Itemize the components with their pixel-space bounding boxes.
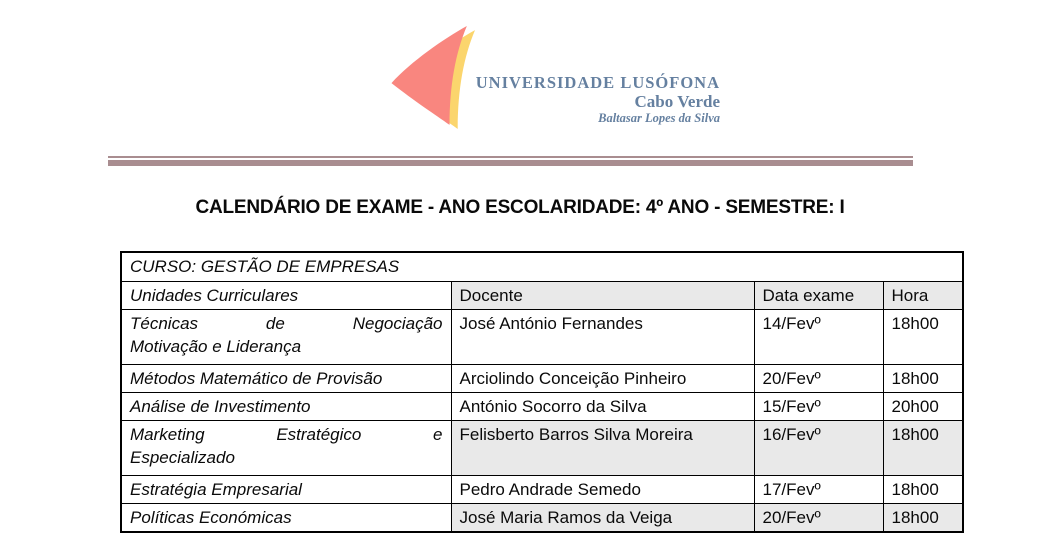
cell-unidade-curricular: Estratégia Empresarial <box>121 476 451 504</box>
logo-text-block <box>420 74 720 126</box>
table-row <box>121 393 963 421</box>
cell-hora: 18h00 <box>883 421 963 476</box>
column-header-data-exame: Data exame <box>754 282 883 310</box>
page-title: CALENDÁRIO DE EXAME - ANO ESCOLARIDADE: 4º ANO - SEMESTRE: I <box>195 197 845 218</box>
cell-docente: José Maria Ramos da Veiga <box>451 504 754 533</box>
cell-hora: 18h00 <box>883 504 963 533</box>
cell-docente: José António Fernandes <box>451 310 754 365</box>
cell-docente: Pedro Andrade Semedo <box>451 476 754 504</box>
table-row <box>121 310 963 365</box>
table-row <box>121 476 963 504</box>
curso-header-row <box>121 252 963 282</box>
patron-name: Baltasar Lopes da Silva <box>598 111 720 126</box>
column-header-unidades: Unidades Curriculares <box>121 282 451 310</box>
cell-hora: 18h00 <box>883 476 963 504</box>
cell-data-exame: 14/Fevº <box>754 310 883 365</box>
cell-unidade-curricular: Marketing Estratégico e Especializado <box>121 421 451 476</box>
curso-header-cell: CURSO: GESTÃO DE EMPRESAS <box>121 252 963 282</box>
cell-data-exame: 15/Fevº <box>754 393 883 421</box>
header-divider <box>108 156 913 166</box>
cell-docente: Arciolindo Conceição Pinheiro <box>451 365 754 393</box>
table-row <box>121 421 963 476</box>
cell-unidade-curricular: Análise de Investimento <box>121 393 451 421</box>
cell-hora: 20h00 <box>883 393 963 421</box>
column-header-docente: Docente <box>451 282 754 310</box>
exam-table <box>120 251 964 533</box>
column-header-row <box>121 282 963 310</box>
cell-data-exame: 17/Fevº <box>754 476 883 504</box>
cell-docente: António Socorro da Silva <box>451 393 754 421</box>
column-header-hora: Hora <box>883 282 963 310</box>
cell-data-exame: 20/Fevº <box>754 365 883 393</box>
table-row <box>121 365 963 393</box>
cell-unidade-curricular: Técnicas de Negociação Motivação e Liderança <box>121 310 451 365</box>
university-name: UNIVERSIDADE LUSÓFONA <box>475 73 720 92</box>
cell-hora: 18h00 <box>883 365 963 393</box>
cell-docente: Felisberto Barros Silva Moreira <box>451 421 754 476</box>
cell-unidade-curricular: Políticas Económicas <box>121 504 451 533</box>
cell-data-exame: 20/Fevº <box>754 504 883 533</box>
cell-data-exame: 16/Fevº <box>754 421 883 476</box>
cell-unidade-curricular: Métodos Matemático de Provisão <box>121 365 451 393</box>
cell-hora: 18h00 <box>883 310 963 365</box>
region-name: Cabo Verde <box>634 91 720 111</box>
table-row <box>121 504 963 533</box>
